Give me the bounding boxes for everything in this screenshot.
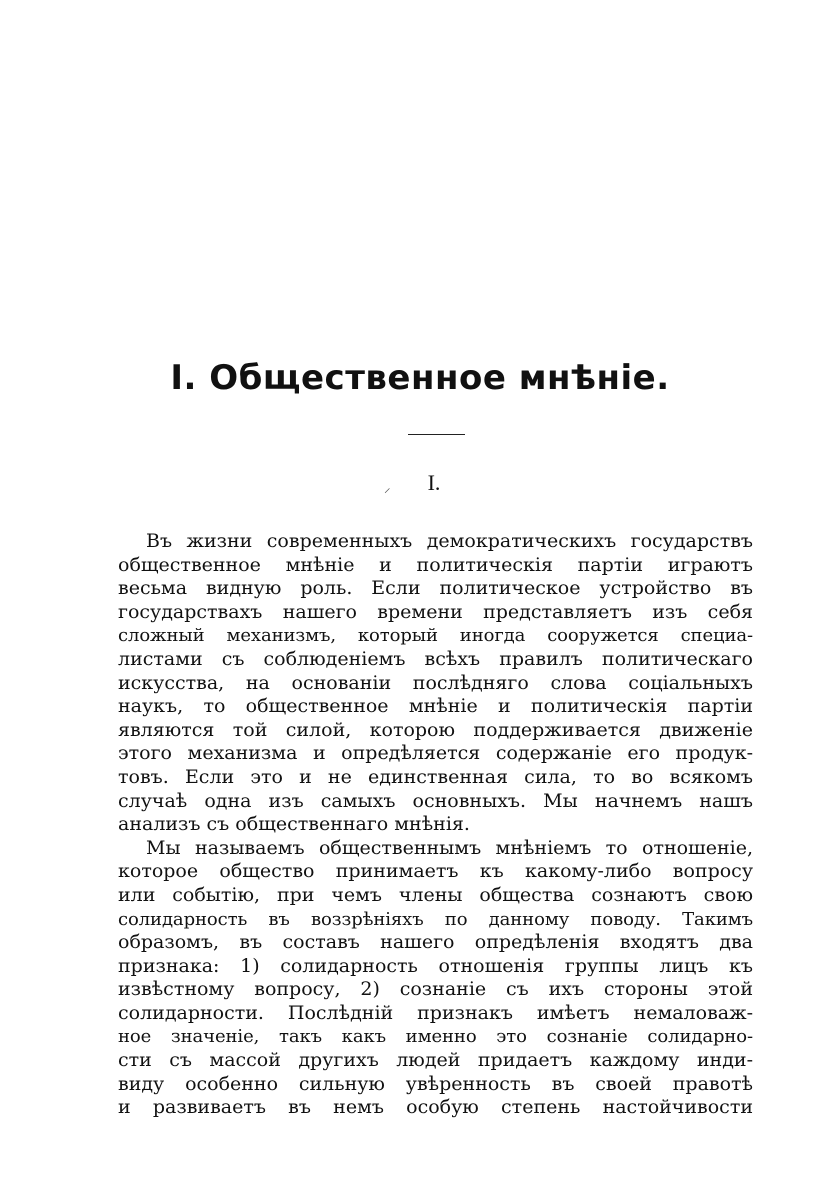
body-text	[118, 530, 753, 1120]
text-line: искусства, на основаніи послѣдняго слова соціальныхъ	[118, 671, 753, 694]
text-line: которое общество принимаетъ къ какому-либо вопросу	[118, 860, 753, 883]
text-line: весьма видную роль. Если политическое устройство въ	[118, 577, 753, 600]
text-line: и развиваетъ въ немъ особую степень настойчивости	[118, 1096, 753, 1119]
text-line: листами съ соблюденіемъ всѣхъ правилъ политическаго	[118, 647, 753, 670]
text-line: признака: 1) солидарность отношенія группы лицъ къ	[118, 954, 753, 977]
text-line: наукъ, то общественное мнѣніе и политическія партіи	[118, 695, 753, 718]
text-line: товъ. Если это и не единственная сила, то во всякомъ	[118, 765, 753, 788]
text-line: извѣстному вопросу, 2) сознаніе съ ихъ стороны этой	[118, 978, 753, 1001]
text-line: государствахъ нашего времени представляетъ изъ себя	[118, 600, 753, 623]
text-line: Въ жизни современныхъ демократическихъ государствъ	[146, 530, 753, 552]
text-line: ное значеніе, такъ какъ именно это сознаніе солидарно-	[118, 1026, 753, 1048]
text-line: являются той силой, которою поддерживается движеніе	[118, 718, 753, 741]
text-line: этого механизма и опредѣляется содержаніе его продук-	[118, 742, 753, 765]
text-line: или событію, при чемъ члены общества сознаютъ свою	[118, 883, 753, 906]
text-line: виду особенно сильную увѣренность въ своей правотѣ	[118, 1072, 753, 1095]
text-line: анализъ съ общественнаго мнѣнія.	[118, 813, 470, 836]
margin-tick-mark: ⸝	[384, 481, 391, 496]
text-line: Мы называемъ общественнымъ мнѣніемъ то отношеніе,	[146, 836, 753, 859]
text-line: случаѣ одна изъ самыхъ основныхъ. Мы начнемъ нашъ	[118, 789, 753, 812]
text-line: солидарность въ воззрѣніяхъ по данному поводу. Такимъ	[118, 908, 753, 930]
chapter-title: I. Общественное мнѣніе.	[170, 358, 670, 398]
text-line: сти съ массой другихъ людей придаетъ каждому инди-	[118, 1049, 753, 1072]
text-line: общественное мнѣніе и политическія партіи играютъ	[118, 553, 753, 576]
section-number: I.	[427, 470, 441, 495]
text-line: сложный механизмъ, который иногда сооружется специа-	[118, 625, 753, 647]
text-line: солидарности. Послѣдній признакъ имѣетъ немаловаж-	[118, 1001, 753, 1024]
title-divider	[408, 434, 465, 435]
text-line: образомъ, въ составъ нашего опредѣленія входятъ два	[118, 931, 753, 954]
